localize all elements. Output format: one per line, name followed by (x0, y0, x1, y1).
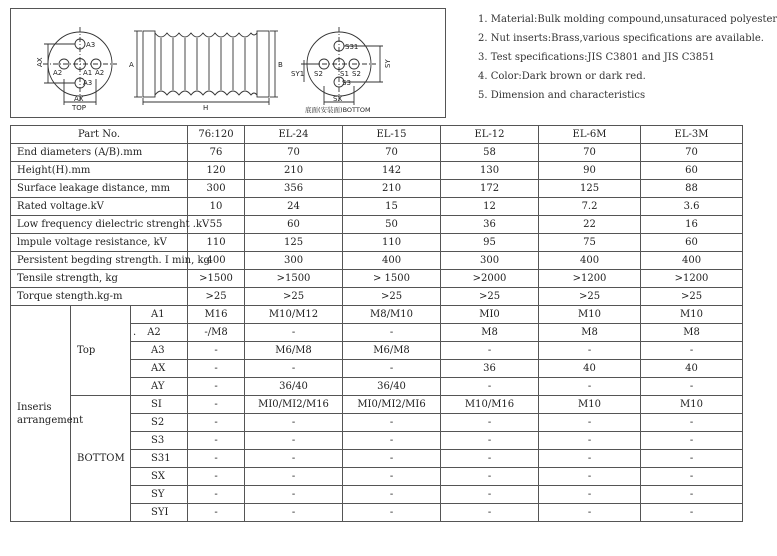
table-cell: - (441, 414, 539, 432)
insert-position-label: S31 (151, 452, 171, 464)
label-ax-side: AX (36, 57, 44, 67)
table-row (11, 198, 743, 216)
table-row (11, 306, 743, 324)
table-cell: 16 (641, 216, 743, 234)
label-dim-b: B (278, 61, 283, 69)
label-a3-bottom: A3 (83, 79, 93, 87)
label-s2-right: S2 (352, 70, 361, 78)
header-model: EL-3M (641, 126, 743, 144)
parameter-label: Tensile strength, kg (11, 270, 188, 288)
table-cell: 70 (641, 144, 743, 162)
table-cell: M10/M12 (245, 306, 343, 324)
table-cell: >25 (245, 288, 343, 306)
table-cell: - (188, 486, 245, 504)
note-item: 4. Color:Dark brown or dark red. (478, 71, 646, 82)
side-view-figure (134, 31, 278, 105)
table-cell: - (245, 360, 343, 378)
table-cell: M10 (539, 306, 641, 324)
label-a1: A1 (83, 69, 93, 77)
header-model: 76:120 (188, 126, 245, 144)
table-cell: - (343, 360, 441, 378)
header-model: EL-15 (343, 126, 441, 144)
table-cell: >25 (641, 288, 743, 306)
table-cell: 142 (343, 162, 441, 180)
insert-position (131, 414, 188, 432)
table-cell: - (539, 450, 641, 468)
table-cell: M6/M8 (245, 342, 343, 360)
insert-position (131, 378, 188, 396)
note-item: 2. Nut inserts:Brass,various specifications are available. (478, 33, 764, 44)
table-cell: 36 (441, 216, 539, 234)
insert-position-label: SI (151, 398, 162, 410)
table-cell: 70 (343, 144, 441, 162)
table-cell: 300 (245, 252, 343, 270)
table-cell: >25 (188, 288, 245, 306)
table-cell: - (245, 414, 343, 432)
table-cell: 300 (441, 252, 539, 270)
table-cell: - (343, 504, 441, 522)
table-cell: - (245, 450, 343, 468)
insert-position (131, 396, 188, 414)
table-cell: - (245, 468, 343, 486)
table-cell: - (245, 432, 343, 450)
table-cell: - (188, 360, 245, 378)
parameter-label: Height(H).mm (11, 162, 188, 180)
table-cell: - (441, 504, 539, 522)
header-part-no: Part No. (11, 126, 188, 144)
parameter-label: End diameters (A/B).mm (11, 144, 188, 162)
table-cell: - (539, 486, 641, 504)
table-cell: - (539, 504, 641, 522)
table-cell: M8 (441, 324, 539, 342)
table-cell: M8 (641, 324, 743, 342)
insert-position (131, 324, 188, 342)
table-cell: 130 (441, 162, 539, 180)
label-dim-a: A (129, 61, 134, 69)
table-cell: MI0 (441, 306, 539, 324)
table-cell: - (641, 432, 743, 450)
label-a2-left: A2 (53, 69, 63, 77)
table-cell: - (343, 486, 441, 504)
table-cell: 125 (539, 180, 641, 198)
table-row (11, 234, 743, 252)
table-cell: - (343, 432, 441, 450)
label-bottom-caption: 底面(安装面)BOTTOM (305, 106, 371, 114)
table-cell: 70 (539, 144, 641, 162)
table-cell: 400 (641, 252, 743, 270)
label-s31: S31 (345, 43, 359, 51)
table-cell: -/M8 (188, 324, 245, 342)
table-cell: MI0/MI2/M16 (245, 396, 343, 414)
parameter-label: Low frequency dielectric strenght .kV (11, 216, 188, 234)
table-cell: M10 (641, 306, 743, 324)
table-cell: 55 (188, 216, 245, 234)
table-cell: 125 (245, 234, 343, 252)
insert-position (131, 360, 188, 378)
specification-table-body (11, 126, 743, 522)
insert-position-label: A2 (147, 326, 161, 338)
table-cell: M10 (641, 396, 743, 414)
label-sy1: SY1 (291, 70, 305, 78)
table-cell: >2000 (441, 270, 539, 288)
table-cell: - (188, 432, 245, 450)
table-cell: - (441, 468, 539, 486)
table-cell: 90 (539, 162, 641, 180)
parameter-label: Torque stength.kg-m (11, 288, 188, 306)
table-row (11, 288, 743, 306)
insert-position-label: SX (151, 470, 165, 482)
table-cell: >25 (343, 288, 441, 306)
label-a2-right: A2 (95, 69, 105, 77)
table-cell: 210 (343, 180, 441, 198)
table-cell: - (188, 414, 245, 432)
table-cell: M10/M16 (441, 396, 539, 414)
parameter-label: Surface leakage distance, mm (11, 180, 188, 198)
parameter-label: lmpule voltage resistance, kV (11, 234, 188, 252)
header-row (11, 126, 743, 144)
insert-position-label: AY (151, 380, 165, 392)
table-row (11, 162, 743, 180)
table-cell: 60 (245, 216, 343, 234)
table-cell: 356 (245, 180, 343, 198)
insert-group-top: Top (71, 306, 131, 396)
table-cell: - (441, 378, 539, 396)
notes-list (478, 10, 777, 105)
insert-group-bottom: BOTTOM (71, 396, 131, 522)
table-cell: - (188, 396, 245, 414)
table-row (11, 396, 743, 414)
header-model: EL-6M (539, 126, 641, 144)
table-cell: >1200 (539, 270, 641, 288)
bottom-view-figure (301, 27, 383, 105)
table-cell: - (343, 468, 441, 486)
table-row (11, 252, 743, 270)
table-cell: - (539, 342, 641, 360)
table-cell: >25 (539, 288, 641, 306)
table-cell: 58 (441, 144, 539, 162)
table-cell: 50 (343, 216, 441, 234)
table-cell: >1500 (245, 270, 343, 288)
parameter-label: Persistent begding strength. I min, kg (11, 252, 188, 270)
top-view-figure (43, 27, 117, 105)
table-cell: 400 (539, 252, 641, 270)
table-cell: - (641, 450, 743, 468)
insert-position (131, 468, 188, 486)
table-row (11, 180, 743, 198)
table-cell: 400 (343, 252, 441, 270)
table-cell: - (343, 414, 441, 432)
table-cell: - (441, 450, 539, 468)
table-cell: >25 (441, 288, 539, 306)
header-model: EL-12 (441, 126, 539, 144)
label-sy: SY (384, 59, 392, 68)
table-cell: - (441, 342, 539, 360)
table-cell: 60 (641, 162, 743, 180)
insert-position-label: S3 (151, 434, 165, 446)
label-ax-bottom: AX (74, 95, 84, 103)
table-cell: 110 (188, 234, 245, 252)
table-cell: 36/40 (343, 378, 441, 396)
table-cell: - (188, 342, 245, 360)
table-cell: 40 (641, 360, 743, 378)
table-row (11, 216, 743, 234)
insert-position-label: A1 (151, 308, 165, 320)
insert-position (131, 432, 188, 450)
table-cell: - (641, 504, 743, 522)
label-s3: S3 (342, 79, 351, 87)
table-cell: - (641, 414, 743, 432)
table-cell: 3.6 (641, 198, 743, 216)
table-cell: M6/M8 (343, 342, 441, 360)
insert-position-label: S2 (151, 416, 165, 428)
table-cell: 60 (641, 234, 743, 252)
label-a3-top: A3 (86, 41, 96, 49)
table-cell: - (245, 504, 343, 522)
table-cell: 210 (245, 162, 343, 180)
table-cell: 110 (343, 234, 441, 252)
table-cell: M10 (539, 396, 641, 414)
insert-position-label: SYI (151, 506, 169, 518)
table-cell: 10 (188, 198, 245, 216)
insert-position-label: SY (151, 488, 165, 500)
table-cell: M8 (539, 324, 641, 342)
table-cell: >1500 (188, 270, 245, 288)
label-s2-left: S2 (314, 70, 323, 78)
table-cell: > 1500 (343, 270, 441, 288)
table-cell: >1200 (641, 270, 743, 288)
header-model: EL-24 (245, 126, 343, 144)
insert-position-label: AX (151, 362, 166, 374)
note-item: 1. Material:Bulk molding compound,unsaturaced polyester (478, 14, 777, 25)
table-cell: - (641, 468, 743, 486)
table-cell: 76 (188, 144, 245, 162)
table-cell: - (539, 414, 641, 432)
table-cell: - (343, 450, 441, 468)
table-cell: - (188, 450, 245, 468)
table-cell: 7.2 (539, 198, 641, 216)
table-cell: 36/40 (245, 378, 343, 396)
table-cell: - (641, 342, 743, 360)
insert-position-label: A3 (151, 344, 165, 356)
table-cell: 36 (441, 360, 539, 378)
note-item: 5. Dimension and characteristics (478, 90, 646, 101)
insert-position (131, 450, 188, 468)
label-sx: SX (333, 95, 343, 103)
parameter-label: Rated voltage.kV (11, 198, 188, 216)
table-cell: - (539, 432, 641, 450)
table-cell: - (343, 324, 441, 342)
table-row (11, 270, 743, 288)
table-cell: 75 (539, 234, 641, 252)
insert-position (131, 306, 188, 324)
label-s1: S1 (340, 70, 349, 78)
table-cell: M8/M10 (343, 306, 441, 324)
insert-arrangement-label: Inseris arrangement (11, 306, 71, 522)
table-cell: 15 (343, 198, 441, 216)
table-cell: - (245, 324, 343, 342)
table-cell: 70 (245, 144, 343, 162)
table-cell: 40 (539, 360, 641, 378)
table-cell: - (188, 504, 245, 522)
table-cell: - (539, 468, 641, 486)
table-cell: M16 (188, 306, 245, 324)
table-cell: - (188, 378, 245, 396)
table-cell: 95 (441, 234, 539, 252)
technical-drawing (10, 8, 446, 118)
table-cell: - (441, 432, 539, 450)
insert-position (131, 504, 188, 522)
table-cell: 12 (441, 198, 539, 216)
specification-table (10, 125, 743, 522)
table-cell: - (441, 486, 539, 504)
label-dim-h: H (203, 104, 209, 112)
note-item: 3. Test specifications:JIS C3801 and JIS C3851 (478, 52, 715, 63)
table-cell: 172 (441, 180, 539, 198)
table-cell: 400 (188, 252, 245, 270)
table-cell: 120 (188, 162, 245, 180)
label-top-caption: TOP (72, 104, 87, 112)
insert-marker: . (133, 326, 137, 338)
table-cell: MI0/MI2/MI6 (343, 396, 441, 414)
table-cell: 22 (539, 216, 641, 234)
table-cell: - (641, 486, 743, 504)
insert-position (131, 486, 188, 504)
insert-position (131, 342, 188, 360)
table-row (11, 144, 743, 162)
table-cell: - (245, 486, 343, 504)
table-cell: 88 (641, 180, 743, 198)
table-cell: 24 (245, 198, 343, 216)
table-cell: - (188, 468, 245, 486)
table-cell: - (641, 378, 743, 396)
table-cell: - (539, 378, 641, 396)
table-cell: 300 (188, 180, 245, 198)
